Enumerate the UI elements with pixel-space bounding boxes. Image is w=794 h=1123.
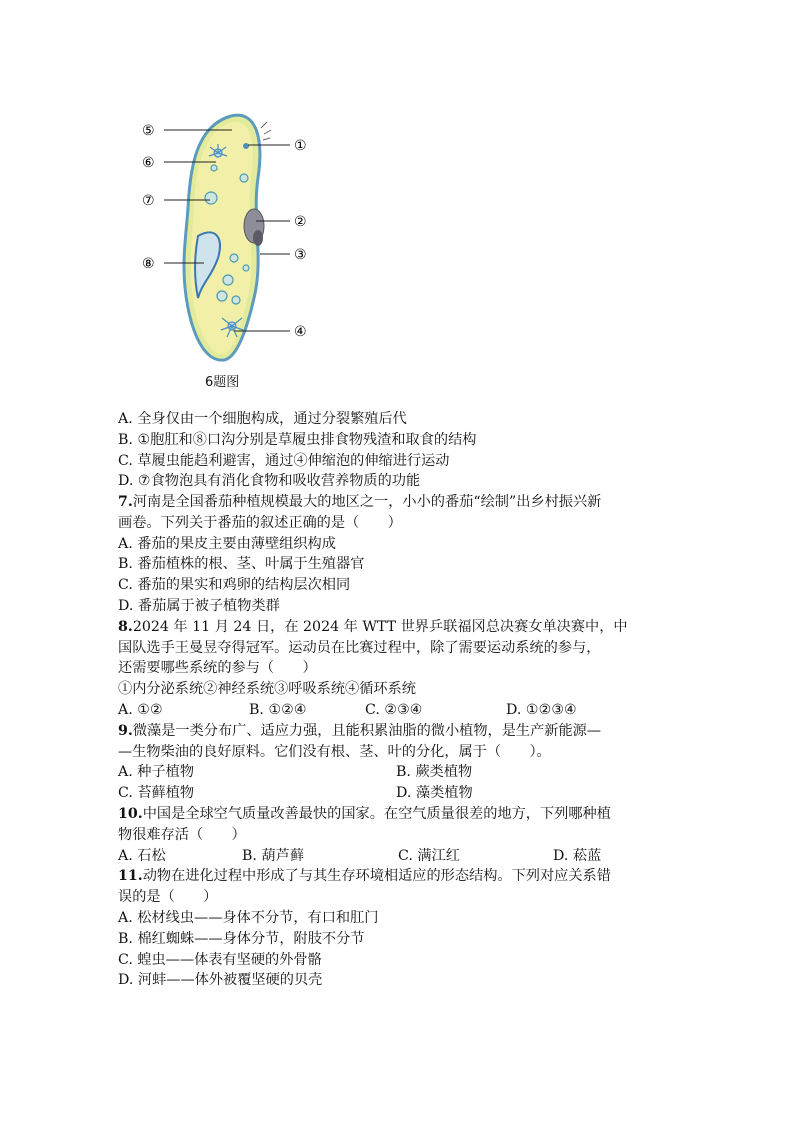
label-6: ⑥ [142,155,155,171]
q8-stem-line-3: 还需要哪些系统的参与（ ） [118,660,317,676]
q6-option-d: D. ⑦食物泡具有消化食物和吸收营养物质的功能 [118,473,421,489]
label-3: ③ [294,247,307,263]
q7-option-b: B. 番茄植株的根、茎、叶属于生殖器官 [118,556,365,572]
q9-number: 9. [118,723,133,739]
paramecium-illustration [136,108,326,378]
paramecium-figure [136,108,326,388]
q9-option-c: C. 苔藓植物 [118,785,195,801]
q11-option-c: C. 蝗虫——体表有坚硬的外骨骼 [118,952,322,968]
q7-stem-line-1: 7.河南是全国番茄种植规模最大的地区之一，小小的番茄“绘制”出乡村振兴新 [118,494,602,510]
q10-option-a: A. 石松 [118,848,166,864]
q11-stem-line-1: 11.动物在进化过程中形成了与其生存环境相适应的形态结构。下列对应关系错 [118,868,611,884]
q8-stem-line-1: 8.2024 年 11 月 24 日，在 2024 年 WTT 世界乒联福冈总决赛女单决赛中，中 [118,619,628,635]
q10-option-d: D. 菘蓝 [553,848,602,864]
q9-stem-line-2: —生物柴油的良好原料。它们没有根、茎、叶的分化，属于（ ）。 [118,744,551,760]
q6-option-b: B. ①胞肛和⑧口沟分别是草履虫排食物残渣和取食的结构 [118,432,477,448]
label-8: ⑧ [142,256,155,272]
label-4: ④ [294,324,307,340]
q8-option-c: C. ②③④ [365,702,423,718]
q11-option-b: B. 棉红蜘蛛——身体分节，附肢不分节 [118,931,365,947]
q10-number: 10. [118,806,143,822]
q8-number: 8. [118,619,133,635]
q9-option-b: B. 蕨类植物 [396,764,473,780]
q11-number: 11. [118,868,143,884]
q9-option-a: A. 种子植物 [118,764,195,780]
q7-number: 7. [118,494,133,510]
q11-option-d: D. 河蚌——体外被覆坚硬的贝壳 [118,972,323,988]
q7-option-a: A. 番茄的果皮主要由薄壁组织构成 [118,536,336,552]
q7-stem-line-2: 画卷。下列关于番茄的叙述正确的是（ ） [118,515,402,531]
figure-caption: 6题图 [205,375,240,390]
q11-option-a: A. 松材线虫——身体不分节，有口和肛门 [118,910,379,926]
label-5: ⑤ [142,123,155,139]
q8-option-a: A. ①② [118,702,163,718]
q10-stem-line-1: 10.中国是全球空气质量改善最快的国家。在空气质量很差的地方，下列哪种植 [118,806,611,822]
q8-option-d: D. ①②③④ [506,702,577,718]
label-7: ⑦ [142,193,155,209]
q7-option-d: D. 番茄属于被子植物类群 [118,598,280,614]
q8-option-b: B. ①②④ [249,702,307,718]
label-2: ② [294,214,307,230]
label-1: ① [294,138,307,154]
q9-option-d: D. 藻类植物 [396,785,473,801]
q8-systems-list: ①内分泌系统②神经系统③呼吸系统④循环系统 [118,681,416,697]
q10-option-c: C. 满江红 [398,848,460,864]
q6-option-c: C. 草履虫能趋利避害，通过④伸缩泡的伸缩进行运动 [118,453,450,469]
q9-stem-line-1: 9.微藻是一类分布广、适应力强，且能积累油脂的微小植物，是生产新能源— [118,723,602,739]
q11-stem-line-2: 误的是（ ） [118,889,218,905]
q6-option-a: A. 全身仅由一个细胞构成，通过分裂繁殖后代 [118,411,407,427]
q8-stem-line-2: 国队选手王曼昱夺得冠军。运动员在比赛过程中，除了需要运动系统的参与， [118,640,601,656]
q10-option-b: B. 葫芦藓 [242,848,305,864]
q10-stem-line-2: 物很难存活（ ） [118,827,246,843]
q7-option-c: C. 番茄的果实和鸡卵的结构层次相同 [118,577,351,593]
